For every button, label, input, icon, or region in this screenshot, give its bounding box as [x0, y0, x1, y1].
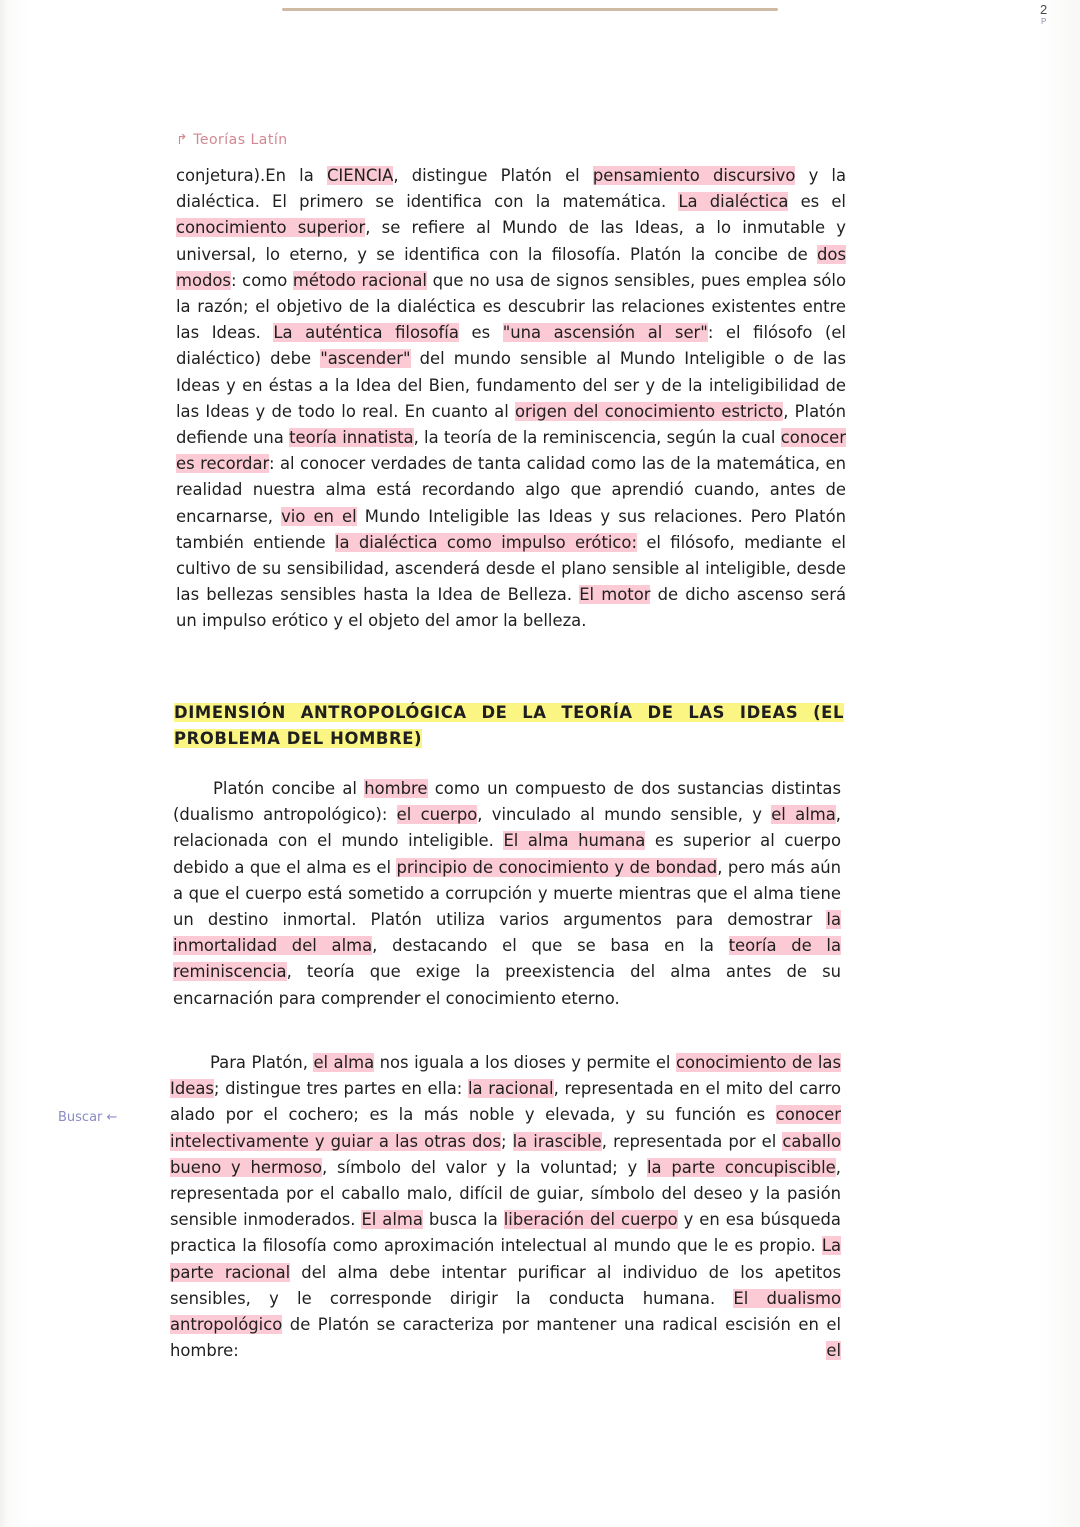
arrow-icon: ↱	[176, 132, 189, 148]
section-heading-text: DIMENSIÓN ANTROPOLÓGICA DE LA TEORÍA DE LAS IDEAS (EL PROBLEMA DEL HOMBRE)	[174, 703, 844, 749]
highlight: teoría innatista	[289, 428, 414, 448]
text-span: como un compuesto de dos sustancias distintas (dualismo antropológico):	[173, 779, 841, 825]
highlight: la inmortalidad del alma	[173, 910, 841, 956]
highlight: teoría de la reminiscencia	[173, 936, 841, 982]
text-span: , vinculado al mundo sensible, y	[477, 805, 772, 825]
text-span: de dicho ascenso será un impulso erótico y el objeto del amor la belleza.	[176, 585, 846, 631]
text-span: , se refiere al Mundo de las Ideas, a lo inmutable y universal, lo eterno, y se identifica con la filosofía. Platón la concibe de	[176, 218, 846, 264]
text-span: , teoría que exige la preexistencia del alma antes de su encarnación para comprender el conocimiento eterno.	[173, 962, 841, 1008]
highlight: la irascible	[512, 1131, 602, 1151]
text-span: ; distingue tres partes en ella:	[213, 1079, 468, 1099]
text-span: , pero más aún a que el cuerpo está sometido a corrupción y muerte mientras que el alma tiene un destino inmortal. Platón utiliza varios argumentos para demostrar	[173, 857, 842, 930]
highlight: el cuerpo	[396, 805, 478, 825]
text-span: del alma debe intentar purificar al individuo de los apetitos sensibles, y le corresponde dirigir la conducta humana.	[170, 1262, 841, 1308]
top-rule	[282, 8, 778, 11]
text-span: , Platón defiende una	[176, 401, 846, 448]
text-span: , representada en el mito del carro alado por el cochero; es la más noble y elevada, y su función es	[170, 1079, 842, 1125]
highlight: "ascender"	[320, 349, 411, 369]
highlight: conocimiento de las Ideas	[170, 1053, 841, 1099]
highlight: dos modos	[176, 244, 846, 290]
highlight: la racional	[467, 1079, 554, 1099]
handwritten-note-top	[176, 132, 288, 148]
highlight: La parte racional	[170, 1236, 841, 1282]
text-span: : al conocer verdades de tanta calidad como las de la matemática, en realidad nuestra alma está recordando algo que aprendió cuando, antes de encarnarse,	[176, 454, 847, 526]
paragraph-alma	[170, 1050, 841, 1364]
text-span: , distingue Platón el	[393, 166, 593, 185]
text-span: del mundo sensible al Mundo Inteligible o de las Ideas y en éstas a la Idea del Bien, fundamento del ser y de la inteligibilidad de las Ideas y de todo lo real. En cuanto al	[176, 349, 846, 421]
highlight: La dialéctica	[678, 192, 789, 212]
text-span: , símbolo del valor y la voluntad; y	[322, 1157, 647, 1177]
text-span: , la teoría de la reminiscencia, según la cual	[413, 428, 781, 448]
highlight: el alma	[771, 805, 836, 825]
highlight: conocer es recordar	[176, 428, 846, 474]
text-span: y la dialéctica. El primero se identifica con la matemática.	[176, 166, 847, 212]
handwritten-note-left-text: Buscar	[58, 1110, 103, 1125]
text-span: el filósofo, mediante el cultivo de su sensibilidad, ascenderá desde el plano sensible al inteligible, desde las bellezas sensibles hasta la Idea de Belleza.	[176, 532, 846, 605]
highlight: origen del conocimiento estricto	[514, 401, 784, 421]
highlight: la dialéctica como impulso erótico:	[334, 532, 637, 552]
highlight: el alma	[313, 1053, 375, 1072]
highlight: El dualismo antropológico	[170, 1288, 841, 1335]
handwritten-note-left	[58, 1110, 117, 1125]
page-number-annotation: P	[1040, 17, 1047, 26]
highlight: el	[826, 1341, 841, 1361]
text-span: nos iguala a los dioses y permite el	[374, 1053, 676, 1072]
page-number-value: 2	[1040, 2, 1048, 17]
text-span: Para Platón,	[210, 1053, 314, 1072]
text-span: , destacando el que se basa en la	[372, 936, 729, 956]
text-span: : el filósofo (el dialéctico) debe	[176, 323, 846, 369]
highlight: método racional	[292, 270, 427, 290]
highlight: hombre	[364, 779, 428, 798]
text-span: , representada por el caballo malo, difícil de guiar, símbolo del deseo y la pasión sensible inmoderados.	[170, 1157, 841, 1230]
text-span: , relacionada con el mundo inteligible.	[173, 805, 841, 851]
text-span: es superior al cuerpo debido a que el alma es el	[173, 831, 841, 877]
text-span: es el	[788, 192, 846, 212]
highlight: conocimiento superior	[176, 218, 366, 238]
page-number	[1040, 4, 1047, 28]
handwritten-note-top-text: Teorías Latín	[193, 132, 288, 148]
text-span: : como	[230, 270, 293, 290]
highlight: "una ascensión al ser"	[502, 323, 708, 343]
paragraph-hombre	[173, 776, 841, 1012]
highlight: La auténtica filosofía	[273, 323, 459, 343]
highlight: caballo bueno y hermoso	[170, 1131, 842, 1177]
highlight: principio de conocimiento y de bondad	[396, 857, 718, 877]
highlight: la parte concupiscible	[647, 1157, 836, 1177]
text-span: , representada por el	[601, 1131, 783, 1151]
highlight: conocer intelectivamente y guiar a las otras dos	[170, 1105, 841, 1151]
highlight: El alma	[361, 1210, 423, 1230]
section-heading	[174, 700, 844, 752]
text-span: que no usa de signos sensibles, pues emplea sólo la razón; el objetivo de la dialéctica es descubrir las relaciones existentes entre las Ideas.	[176, 270, 846, 343]
highlight: CIENCIA	[326, 166, 394, 185]
text-span: Mundo Inteligible las Ideas y sus relaciones. Pero Platón también entiende	[176, 506, 846, 552]
highlight: pensamiento discursivo	[592, 166, 796, 185]
highlight: liberación del cuerpo	[503, 1210, 678, 1230]
highlight: vio en el	[281, 506, 357, 526]
text-span: de Platón se caracteriza por mantener una radical escisión en el hombre:	[170, 1315, 841, 1361]
text-span: busca la	[422, 1210, 504, 1230]
left-arrow-icon: ←	[106, 1110, 118, 1125]
text-span: y en esa búsqueda practica la filosofía como aproximación intelectual al mundo que le es propio.	[170, 1210, 841, 1256]
text-span: ;	[501, 1131, 513, 1151]
paragraph-dialectica	[176, 163, 846, 635]
text-span: conjetura).En la	[176, 166, 327, 185]
text-span: Platón concibe al	[213, 779, 365, 798]
highlight: El alma humana	[503, 831, 646, 851]
highlight: El motor	[579, 585, 651, 605]
text-span: es	[458, 323, 503, 343]
